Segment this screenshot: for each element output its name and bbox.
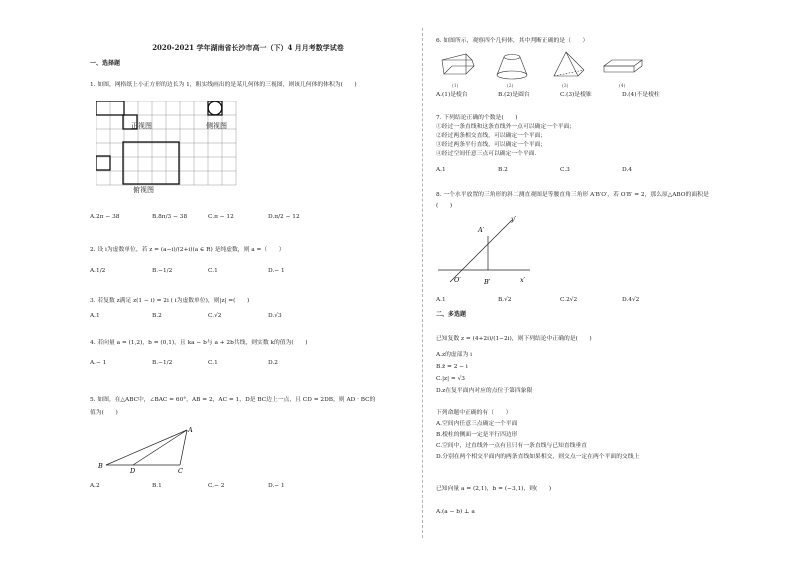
q4-option-b[interactable]: B.−1/2 (152, 360, 173, 366)
point-o-prime-label: O′ (454, 276, 461, 284)
q1-option-d[interactable]: D.π/2 − 12 (268, 214, 300, 220)
question-2-options (90, 268, 410, 275)
question-8-options (436, 297, 736, 304)
q3-option-d[interactable]: D.√3 (268, 313, 282, 319)
q1-three-view-figure (96, 101, 238, 195)
side-view-circle (208, 101, 222, 115)
q6-solids-figure (438, 50, 653, 90)
top-view-label: 俯视图 (133, 186, 154, 194)
q7-statement-1: ①经过一条直线和这条直线外一点可以确定一个平面； (436, 124, 576, 130)
solid2-top (504, 55, 520, 60)
q6-option-d[interactable]: D.(4)不是棱柱 (622, 92, 660, 98)
q3-option-a[interactable]: A.1 (90, 313, 100, 319)
q2-option-a[interactable]: A.1/2 (90, 268, 106, 274)
q2-option-d[interactable]: D.− 1 (268, 268, 285, 274)
question-1-text: 1. 如图，网格纸上小正方形的边长为 1，粗实线画出的是某几何体的三视图，则该几何体的体积为( ) (90, 82, 357, 88)
q8-oblique-figure (438, 212, 538, 288)
q8-option-b[interactable]: B.√2 (498, 297, 512, 303)
left-column (88, 0, 408, 561)
caption-1: (1) (452, 84, 459, 89)
caption-2: (2) (507, 84, 514, 89)
q10-option-a[interactable]: A.空间内任意三点确定一个平面 (436, 421, 518, 427)
q5-option-b[interactable]: B.1 (152, 483, 162, 489)
q9-option-d[interactable]: D.z在复平面内对应的点位于第四象限 (436, 388, 533, 394)
section-multi-heading: 二、多选题 (436, 311, 467, 318)
q11-option-a[interactable]: A.(a − b) ⊥ a (436, 509, 475, 515)
q9-option-b[interactable]: B.z̄ = 2 − i (436, 364, 468, 370)
point-c-label: C (178, 467, 183, 475)
point-b-prime-label: B′ (484, 278, 491, 286)
q2-option-b[interactable]: B.−1/2 (152, 268, 173, 274)
segment-ad (133, 430, 187, 465)
point-a-prime-label: A′ (478, 226, 485, 234)
question-11-text: 已知向量 a = (2,1)，b = (−3,1)，则( ) (436, 486, 552, 492)
question-3-text: 3. 若复数 z满足 z(1 − i) = 2i ( i为虚数单位)，则|z| =( ) (90, 298, 250, 304)
side-ab (106, 430, 187, 465)
q3-option-b[interactable]: B.2 (152, 313, 162, 319)
question-3-options (90, 313, 410, 320)
q8-option-d[interactable]: D.4√2 (622, 297, 640, 303)
q7-option-d[interactable]: D.4 (622, 167, 632, 173)
question-8-text: 8. 一个水平放置的三角形的斜二测直观图是等腰直角三角形 A′B′O′，若 O′B′ = 2，那么原△ABO的面积是 (436, 192, 709, 198)
q1-option-c[interactable]: C.π − 12 (208, 214, 234, 220)
q7-option-c[interactable]: C.3 (560, 167, 570, 173)
q4-option-d[interactable]: D.2 (268, 360, 278, 366)
q8-option-c[interactable]: C.2√2 (560, 297, 578, 303)
q7-statement-2: ②经过两条相交直线，可以确定一个平面； (436, 133, 547, 139)
q10-option-d[interactable]: D.分别在两个相交平面内的两条直线如果相交，则交点一定在两个平面的交线上 (436, 454, 640, 460)
q4-option-c[interactable]: C.1 (208, 360, 218, 366)
section-choice-heading: 一、选择题 (90, 60, 121, 67)
q1-option-b[interactable]: B.8π/3 − 38 (152, 214, 188, 220)
q7-statement-4: ④经过空间任意三点可以确定一个平面． (436, 151, 541, 157)
q7-option-a[interactable]: A.1 (436, 167, 446, 173)
question-6-text: 6. 如图所示，观察四个几何体，其中判断正确的是（ ） (436, 38, 589, 44)
q6-option-a[interactable]: A.(1)是棱台 (436, 92, 468, 98)
q5-option-d[interactable]: D.− 1 (268, 483, 285, 489)
question-4-text: 4. 若向量 a = (1,2)，b = (0,1)，且 ka − b与 a + 2b共线，则实数 k的值为( ) (90, 340, 308, 346)
question-8-text-cont: ( ) (436, 203, 453, 209)
right-column (434, 0, 734, 561)
question-1-options (90, 214, 410, 221)
solid-outlines (96, 101, 222, 184)
solid4-top (604, 60, 642, 66)
q10-option-c[interactable]: C.空间中，过直线外一点有且只有一条直线与已知直线垂直 (436, 443, 587, 449)
side-view-label: 侧视图 (206, 122, 227, 130)
caption-3: (3) (562, 84, 569, 89)
question-2-text: 2. 设 i为虚数单位，若 z = (a−i)/(2+i)(a ∈ R) 是纯虚数，则 a =（ ） (90, 247, 285, 253)
y-axis-label: y′ (511, 215, 517, 223)
solid4-front (604, 66, 634, 72)
q10-option-b[interactable]: B.棱柱的侧面一定是平行四边形 (436, 432, 518, 438)
top-view-rect (123, 142, 179, 184)
question-5-text-cont: 值为( ) (90, 410, 118, 416)
question-9-text: 已知复数 z = (4+2i)/(1−2i)，则下列结论中正确的是( ) (436, 336, 592, 342)
q9-option-c[interactable]: C.|z| = √3 (436, 376, 465, 382)
q9-option-a[interactable]: A.z的虚部为 i (436, 352, 472, 358)
question-7-text: 7. 下列结论正确的个数是( ) (436, 115, 518, 121)
caption-4: (4) (619, 84, 626, 89)
question-5-options (90, 483, 410, 490)
q6-option-c[interactable]: C.(3)是棱锥 (560, 92, 592, 98)
question-7-options (436, 167, 736, 174)
q5-option-a[interactable]: A.2 (90, 483, 100, 489)
q4-option-a[interactable]: A.− 1 (90, 360, 107, 366)
solid1-top (442, 54, 472, 60)
q7-statement-3: ③经过两条平行直线，可以确定一个平面； (436, 142, 547, 148)
x-axis-label: x′ (520, 276, 526, 284)
exam-title: 2020-2021 学年湖南省长沙市高一（下）4 月月考数学试卷 (152, 43, 344, 52)
q8-option-a[interactable]: A.1 (436, 297, 446, 303)
solid1-base (444, 66, 474, 74)
question-5-text: 5. 如图，在△ABC中，∠BAC = 60°，AB = 2，AC = 1，D是 BC边上一点，且 CD = 2DB，则 AD · BC的 (90, 397, 376, 403)
question-6-options (436, 92, 736, 99)
q6-option-b[interactable]: B.(2)是圆台 (498, 92, 530, 98)
q5-triangle-figure (94, 424, 194, 476)
question-4-options (90, 360, 410, 367)
grid-lines (96, 101, 236, 185)
solid3-face (554, 52, 578, 76)
point-a-label: A (188, 426, 193, 434)
q5-option-c[interactable]: C.− 2 (208, 483, 225, 489)
q7-option-b[interactable]: B.2 (498, 167, 508, 173)
solid2-base (497, 71, 527, 79)
side-ac (180, 430, 187, 465)
top-view-left-square (96, 156, 110, 170)
q1-option-a[interactable]: A.2π − 38 (90, 214, 120, 220)
front-view-label: 正视图 (131, 122, 152, 130)
q3-option-c[interactable]: C.√2 (208, 313, 222, 319)
column-divider (422, 28, 423, 538)
point-d-label: D (130, 467, 136, 475)
question-10-text: 下列命题中正确的有（ ） (436, 410, 512, 416)
point-b-label: B (98, 462, 103, 470)
q2-option-c[interactable]: C.1 (208, 268, 218, 274)
